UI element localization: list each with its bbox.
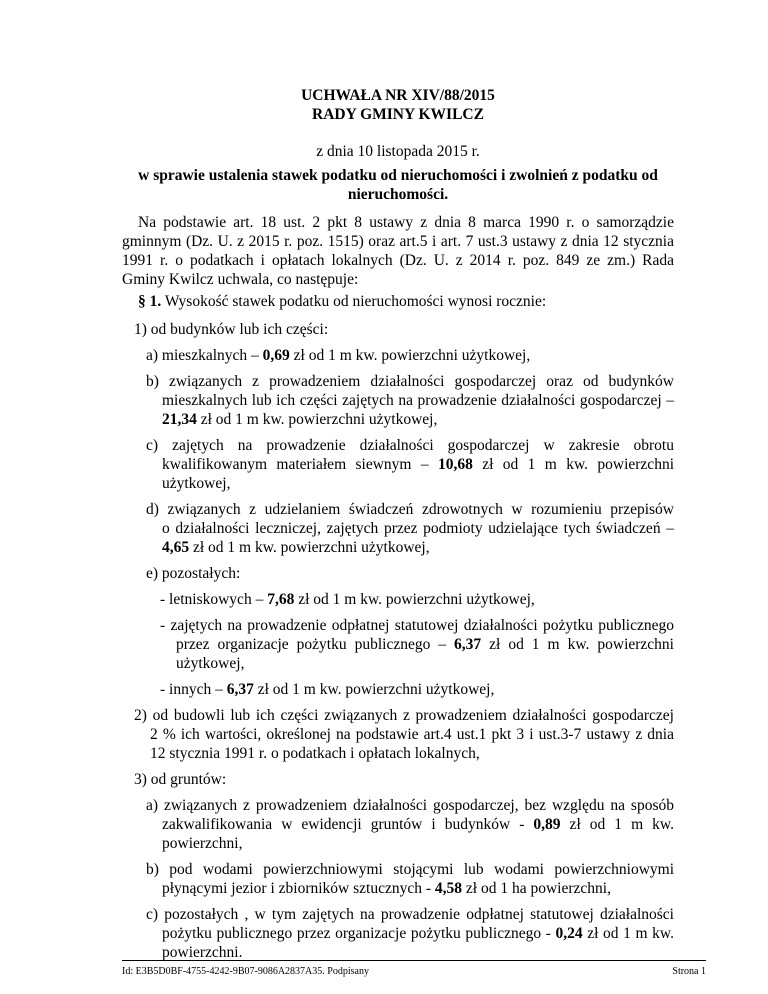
point-3b-line-2b: zł od 1 ha powierzchni, xyxy=(462,880,611,897)
point-1d-rate: 4,65 xyxy=(162,539,190,556)
point-2 xyxy=(134,706,674,763)
preamble-line-1: Na podstawie art. 18 ust. 2 pkt 8 ustawy z dnia 8 marca 1990 r. o samorządzie xyxy=(138,214,674,231)
point-3c-line-2b: zł od 1 m kw. xyxy=(582,925,674,942)
point-3-heading: 3) od gruntów: xyxy=(134,771,227,788)
point-1e-item-3-rate: 6,37 xyxy=(226,681,254,698)
point-3a-line-1: a) związanych z prowadzeniem działalności gospodarczej, bez względu na sposób xyxy=(146,797,674,814)
title-line-2: RADY GMINY KWILCZ xyxy=(312,106,484,123)
point-1c xyxy=(146,436,674,493)
point-1e-item-1-text: - letniskowych – xyxy=(160,591,268,608)
point-3c-line-3: powierzchni. xyxy=(162,944,243,961)
point-2-line-2: 2 % ich wartości, określonej na podstawie art.4 ust.1 pkt 3 i ust.3-7 ustawy z dnia xyxy=(150,726,674,743)
point-1a-rate: 0,69 xyxy=(262,347,290,364)
paragraph-1-label: § 1. xyxy=(138,293,162,310)
point-3c-rate: 0,24 xyxy=(555,925,583,942)
preamble-line-4: Gminy Kwilcz uchwala, co następuje: xyxy=(122,271,359,288)
point-3b-line-2a: płynącymi jezior i zbiorników sztucznych - xyxy=(162,880,435,897)
point-3b-line-1: b) pod wodami powierzchniowymi stojącymi lub wodami powierzchniowymi xyxy=(146,861,674,878)
point-1e-item-1-unit: zł od 1 m kw. powierzchni użytkowej, xyxy=(294,591,535,608)
point-1a-text: a) mieszkalnych – xyxy=(146,347,263,364)
point-1e-heading: e) pozostałych: xyxy=(146,565,241,582)
preamble xyxy=(122,213,674,289)
point-1d-line-1: d) związanych z udzielaniem świadczeń zdrowotnych w rozumieniu przepisów xyxy=(146,501,674,518)
page-footer xyxy=(122,960,706,979)
point-1c-line-2b: zł od 1 m kw. powierzchni xyxy=(472,456,674,473)
point-1b-unit: zł od 1 m kw. powierzchni użytkowej, xyxy=(196,411,438,428)
point-3c-line-2a: pożytku publicznego przez organizacje pożytku publicznego - xyxy=(162,925,556,942)
point-1c-line-1: c) zajętych na prowadzenie działalności gospodarczej w zakresie obrotu xyxy=(146,437,674,454)
subject-line-2: nieruchomości. xyxy=(347,186,449,203)
paragraph-1-text: Wysokość stawek podatku od nieruchomości wynosi rocznie: xyxy=(161,293,547,310)
point-1e-item-2-rate: 6,37 xyxy=(454,636,482,653)
point-1a-unit: zł od 1 m kw. powierzchni użytkowej, xyxy=(289,347,531,364)
point-1c-rate: 10,68 xyxy=(437,456,473,473)
resolution-subject xyxy=(122,166,674,204)
point-3b xyxy=(146,860,674,898)
point-2-line-1: 2) od budowli lub ich części związanych z prowadzeniem działalności gospodarczej xyxy=(134,707,674,724)
point-1b-rate: 21,34 xyxy=(162,411,197,428)
point-3c xyxy=(146,905,674,962)
point-1e-item-1 xyxy=(160,590,674,609)
point-1b xyxy=(146,372,674,429)
point-1e-item-2 xyxy=(160,616,674,673)
point-1b-line-1: b) związanych z prowadzeniem działalności gospodarczej oraz od budynków xyxy=(146,373,674,390)
preamble-line-2: gminnym (Dz. U. z 2015 r. poz. 1515) oraz art.5 i art. 7 ust.3 ustawy z dnia 12 stycznia xyxy=(122,233,674,250)
point-1c-line-2a: kwalifikowanym materiałem siewnym – xyxy=(162,456,438,473)
point-3a-line-3: powierzchni, xyxy=(162,835,243,852)
point-1e-item-2-line-2b: zł od 1 m kw. powierzchni xyxy=(481,636,674,653)
resolution-number xyxy=(122,86,674,124)
preamble-line-3: 1991 r. o podatkach i opłatach lokalnych (Dz. U. z 2014 r. poz. 849 ze zm.) Rada xyxy=(122,252,674,269)
point-3c-line-1: c) pozostałych , w tym zajętych na prowadzenie odpłatnej statutowej działalności xyxy=(146,906,674,923)
point-1e-item-3 xyxy=(160,680,674,699)
point-1e-item-2-line-3: użytkowej, xyxy=(176,655,245,672)
subject-line-1: w sprawie ustalenia stawek podatku od nieruchomości i zwolnień z podatku od xyxy=(138,167,658,184)
point-1b-line-2: mieszkalnych lub ich części zajętych na prowadzenie działalności gospodarczej – xyxy=(162,392,674,409)
document-id: Id: E3B5D0BF-4755-4242-9B07-9086A2837A35. Podpisany xyxy=(122,966,369,977)
title-line-1: UCHWAŁA NR XIV/88/2015 xyxy=(301,87,495,104)
point-1e-item-2-line-2a: przez organizacje pożytku publicznego – xyxy=(176,636,455,653)
point-1e-item-2-line-1: - zajętych na prowadzenie odpłatnej statutowej działalności pożytku publicznego xyxy=(160,617,674,634)
point-3a-line-2a: zakwalifikowania w ewidencji gruntów i budynków - xyxy=(162,816,534,833)
point-1d xyxy=(146,500,674,557)
point-1e-item-1-rate: 7,68 xyxy=(267,591,295,608)
point-2-line-3: 12 stycznia 1991 r. o podatkach i opłatach lokalnych, xyxy=(150,745,480,762)
point-3a-line-2b: zł od 1 m kw. xyxy=(560,816,674,833)
point-3a-rate: 0,89 xyxy=(533,816,561,833)
point-1c-line-3: użytkowej, xyxy=(162,475,231,492)
point-1-heading: 1) od budynków lub ich części: xyxy=(134,321,329,338)
page-number: Strona 1 xyxy=(672,966,706,977)
point-3a xyxy=(146,796,674,853)
point-1a xyxy=(146,346,674,365)
point-1e-item-3-text: - innych – xyxy=(160,681,227,698)
point-3b-rate: 4,58 xyxy=(434,880,463,897)
point-1d-unit: zł od 1 m kw. powierzchni użytkowej, xyxy=(189,539,430,556)
resolution-date: z dnia 10 listopada 2015 r. xyxy=(316,143,480,160)
paragraph-1 xyxy=(122,292,690,311)
point-1d-line-2: o działalności leczniczej, zajętych przez podmioty udzielające tych świadczeń – xyxy=(162,520,674,537)
point-1e-item-3-unit: zł od 1 m kw. powierzchni użytkowej, xyxy=(253,681,495,698)
